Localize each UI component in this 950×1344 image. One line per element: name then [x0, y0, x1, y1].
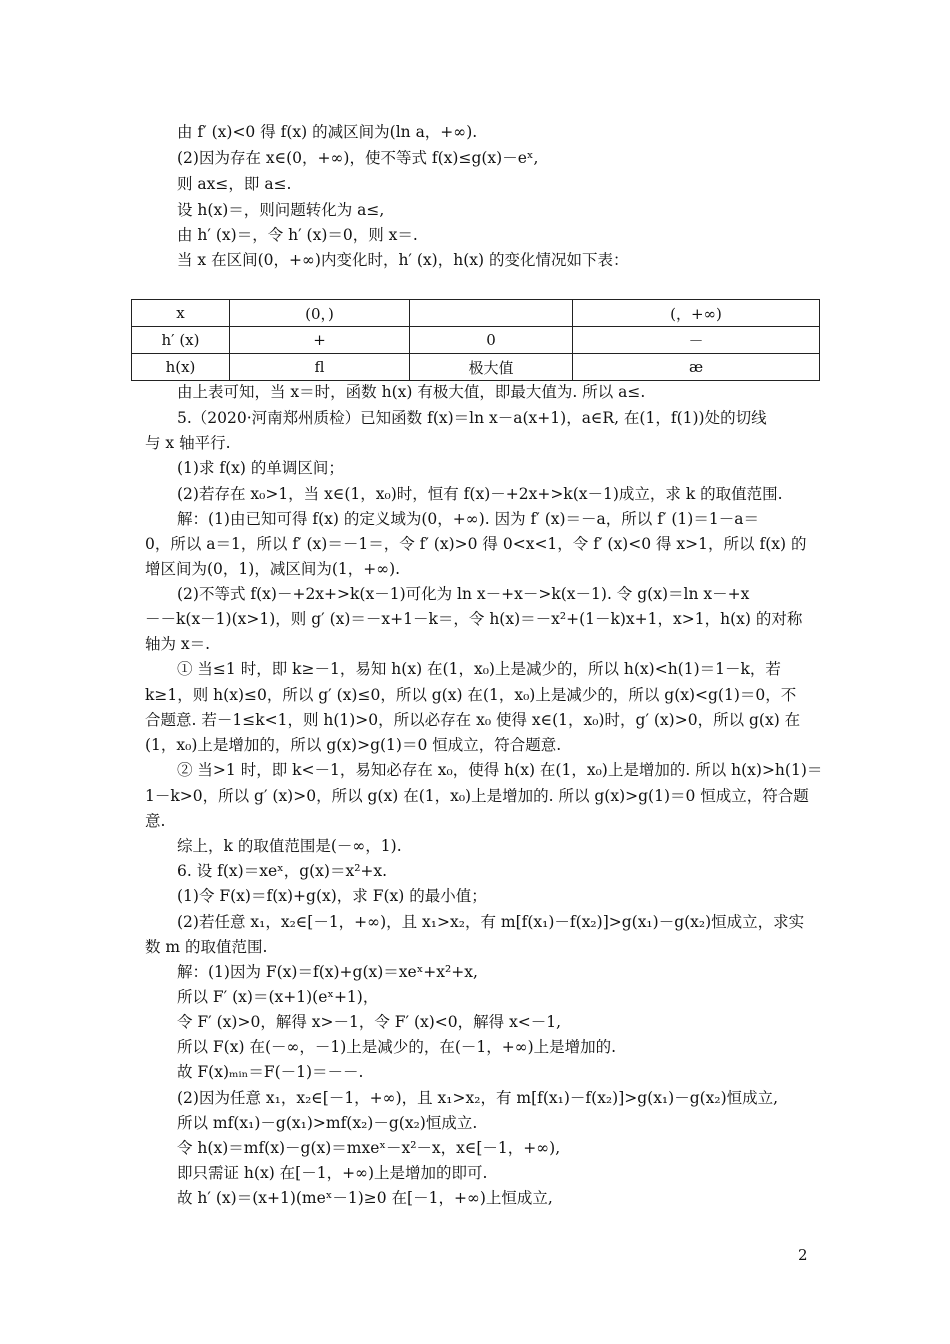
text-line: 所以 F(x) 在(－∞，－1)上是减少的，在(－1，+∞)上是增加的. [177, 1038, 617, 1056]
text-line: 由 h′ (x)＝，令 h′ (x)＝0，则 x＝. [177, 226, 418, 244]
text-line: 故 h′ (x)＝(x+1)(meˣ－1)≥0 在[－1，+∞)上恒成立, [177, 1189, 553, 1207]
text-line: (2)若任意 x₁，x₂∈[－1，+∞)，且 x₁>x₂，有 m[f(x₁)－f(x₂)]>g(x₁)－g(x₂)恒成立，求实 [177, 913, 805, 931]
table-cell: － [573, 327, 820, 354]
text-line: 意. [145, 812, 166, 830]
table-row [132, 327, 820, 354]
text-line: 令 F′ (x)>0，解得 x>－1，令 F′ (x)<0，解得 x<－1, [177, 1013, 562, 1031]
text-line: 当 x 在区间(0，+∞)内变化时，h′ (x)，h(x) 的变化情况如下表： [177, 251, 629, 269]
text-line: k≥1，则 h(x)≤0，所以 g′ (x)≤0，所以 g(x) 在(1，x₀)上是减少的，所以 g(x)<g(1)＝0，不 [145, 686, 797, 704]
text-line: (1)令 F(x)＝f(x)+g(x)，求 F(x) 的最小值； [177, 887, 487, 905]
table-cell: (0，) [230, 300, 410, 327]
table-cell: ﬂ [230, 354, 410, 381]
table-cell: h(x) [132, 354, 230, 381]
text-line: 轴为 x＝. [145, 635, 211, 653]
table-row [132, 354, 820, 381]
text-line: 所以 F′ (x)＝(x+1)(eˣ+1)， [177, 988, 379, 1006]
text-line: 综上，k 的取值范围是(－∞，1). [177, 837, 402, 855]
table-row [132, 300, 820, 327]
text-line: 与 x 轴平行. [145, 434, 231, 452]
text-line: 所以 mf(x₁)－g(x₁)>mf(x₂)－g(x₂)恒成立. [177, 1114, 478, 1132]
table-cell: + [230, 327, 410, 354]
table-cell: x [132, 300, 230, 327]
text-line: 由 f′ (x)<0 得 f(x) 的减区间为(ln a，+∞). [177, 123, 478, 141]
text-line: 令 h(x)＝mf(x)－g(x)＝mxeˣ－x²－x，x∈[－1，+∞), [177, 1139, 561, 1157]
table-cell: (，+∞) [573, 300, 820, 327]
text-line: 设 h(x)＝，则问题转化为 a≤, [177, 201, 385, 219]
text-line: 由上表可知，当 x＝时，函数 h(x) 有极大值，即最大值为. 所以 a≤. [177, 383, 646, 401]
table-cell: 极大值 [410, 354, 573, 381]
text-line: (1)求 f(x) 的单调区间； [177, 459, 344, 477]
text-line: (2)因为存在 x∈(0，+∞)，使不等式 f(x)≤g(x)－eˣ, [177, 149, 539, 167]
text-line: －－k(x－1)(x>1)，则 g′ (x)＝－x+1－k＝，令 h(x)＝－x²+(1－k)x+1，x>1，h(x) 的对称 [145, 610, 803, 628]
text-line: 即只需证 h(x) 在[－1，+∞)上是增加的即可. [177, 1164, 488, 1182]
table-cell [410, 300, 573, 327]
text-line: (2)若存在 x₀>1，当 x∈(1，x₀)时，恒有 f(x)－+2x+>k(x－1)成立，求 k 的取值范围. [177, 485, 783, 503]
table-cell: 0 [410, 327, 573, 354]
text-line: 1－k>0，所以 g′ (x)>0，所以 g(x) 在(1，x₀)上是增加的. 所以 g(x)>g(1)＝0 恒成立，符合题 [145, 787, 809, 805]
text-line: 数 m 的取值范围. [145, 938, 268, 956]
text-line: 解：(1)由已知可得 f(x) 的定义域为(0，+∞). 因为 f′ (x)＝－a，所以 f′ (1)＝1－a＝ [177, 510, 759, 528]
text-line: (2)因为任意 x₁，x₂∈[－1，+∞)，且 x₁>x₂，有 m[f(x₁)－f(x₂)]>g(x₁)－g(x₂)恒成立, [177, 1089, 779, 1107]
text-line: 解：(1)因为 F(x)＝f(x)+g(x)＝xeˣ+x²+x, [177, 963, 478, 981]
table-cell: h′ (x) [132, 327, 230, 354]
text-line: 则 ax≤，即 a≤. [177, 175, 292, 193]
text-line: (1，x₀)上是增加的，所以 g(x)>g(1)＝0 恒成立，符合题意. [145, 736, 562, 754]
text-line: 增区间为(0，1)，减区间为(1，+∞). [145, 560, 401, 578]
text-line: ② 当>1 时，即 k<－1，易知必存在 x₀，使得 h(x) 在(1，x₀)上是增加的. 所以 h(x)>h(1)＝ [177, 761, 823, 779]
text-line: ① 当≤1 时，即 k≥－1，易知 h(x) 在(1，x₀)上是减少的，所以 h(x)<h(1)＝1－k，若 [177, 660, 781, 678]
text-line: (2)不等式 f(x)－+2x+>k(x－1)可化为 ln x－+x－>k(x－1). 令 g(x)＝ln x－+x [177, 585, 750, 603]
text-line: 0，所以 a＝1，所以 f′ (x)＝－1＝，令 f′ (x)>0 得 0<x<1，令 f′ (x)<0 得 x>1，所以 f(x) 的 [145, 535, 807, 553]
variation-table [131, 299, 820, 381]
text-line: 故 F(x)ₘᵢₙ＝F(－1)＝－－. [177, 1063, 364, 1081]
table-cell: æ [573, 354, 820, 381]
text-line: 5.（2020·河南郑州质检）已知函数 f(x)＝ln x－a(x+1)，a∈R, 在(1，f(1))处的切线 [177, 409, 767, 427]
text-line: 6. 设 f(x)＝xeˣ，g(x)＝x²+x. [177, 862, 388, 880]
page-number: 2 [798, 1246, 808, 1264]
text-line: 合题意. 若－1≤k<1，则 h(1)>0，所以必存在 x₀ 使得 x∈(1，x₀)时，g′ (x)>0，所以 g(x) 在 [145, 711, 801, 729]
